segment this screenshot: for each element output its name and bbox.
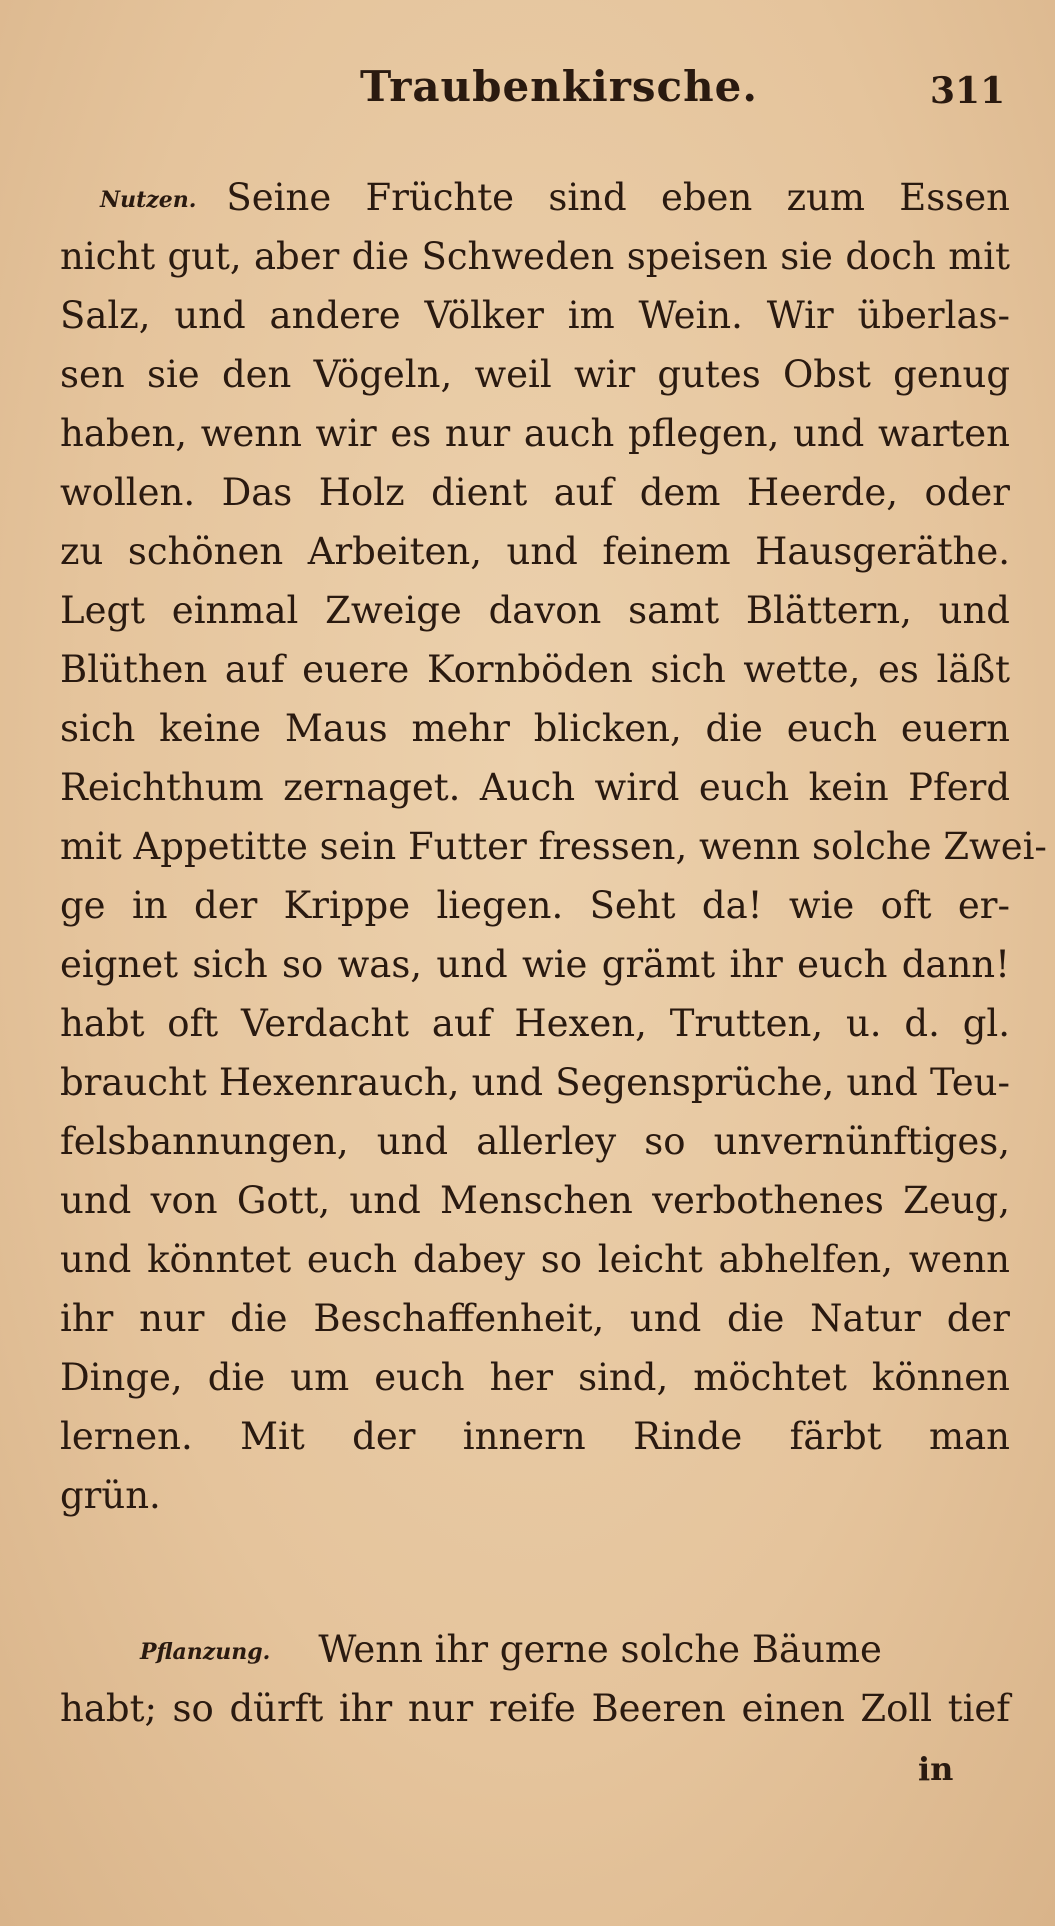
text-line: ge in der Krippe liegen. Seht da! wie oft er- — [60, 884, 1010, 927]
text-line: braucht Hexenrauch, und Segensprüche, und Teu- — [60, 1061, 1010, 1104]
text-line: sen sie den Vögeln, weil wir gutes Obst genug — [60, 353, 1010, 396]
paragraph-pflanzung — [60, 1620, 1010, 1738]
text-line: und könntet euch dabey so leicht abhelfen, wenn — [60, 1238, 1010, 1281]
text-line: habt oft Verdacht auf Hexen, Trutten, u. d. gl. — [60, 1002, 1010, 1045]
text-line: und von Gott, und Menschen verbothenes Zeug, — [60, 1179, 1010, 1222]
text-line: nicht gut, aber die Schweden speisen sie doch mit — [60, 235, 1010, 278]
text-line: haben, wenn wir es nur auch pflegen, und warten — [60, 412, 1010, 455]
paragraph-nutzen — [60, 168, 1047, 1525]
text-line: Pflanzung. Wenn ihr gerne solche Bäume — [140, 1628, 882, 1671]
text-line: Salz, und andere Völker im Wein. Wir überlas- — [60, 294, 1010, 337]
text-line: ihr nur die Beschaffenheit, und die Natur der — [60, 1297, 1010, 1340]
text-line: mit Appetitte sein Futter fressen, wenn solche Zwei- — [60, 825, 1047, 868]
text-line: wollen. Das Holz dient auf dem Heerde, oder — [60, 471, 1010, 514]
text-line: grün. — [60, 1474, 161, 1517]
text-line: felsbannungen, und allerley so unvernünftiges, — [60, 1120, 1010, 1163]
text-line: sich keine Maus mehr blicken, die euch euern — [60, 707, 1010, 750]
catchword: in — [918, 1750, 954, 1788]
text-line: Reichthum zernaget. Auch wird euch kein Pferd — [60, 766, 1010, 809]
text-line: eignet sich so was, und wie grämt ihr euch dann! — [60, 943, 1010, 986]
text-line: zu schönen Arbeiten, und feinem Hausgeräthe. — [60, 530, 1010, 573]
text-line: Dinge, die um euch her sind, möchtet können — [60, 1356, 1010, 1399]
text-line: Blüthen auf euere Kornböden sich wette, es läßt — [60, 648, 1010, 691]
text-line: lernen. Mit der innern Rinde färbt man — [60, 1415, 1010, 1458]
text-line: habt; so dürft ihr nur reife Beeren einen Zoll tief — [60, 1687, 1010, 1730]
margin-note: Nutzen. — [100, 187, 197, 213]
running-title: Traubenkirsche. — [360, 62, 758, 111]
page-number: 311 — [930, 70, 1006, 112]
text-line: Legt einmal Zweige davon samt Blättern, und — [60, 589, 1010, 632]
margin-note: Pflanzung. — [140, 1639, 271, 1665]
text-line: Nutzen. Seine Früchte sind eben zum Essen — [100, 176, 1010, 219]
